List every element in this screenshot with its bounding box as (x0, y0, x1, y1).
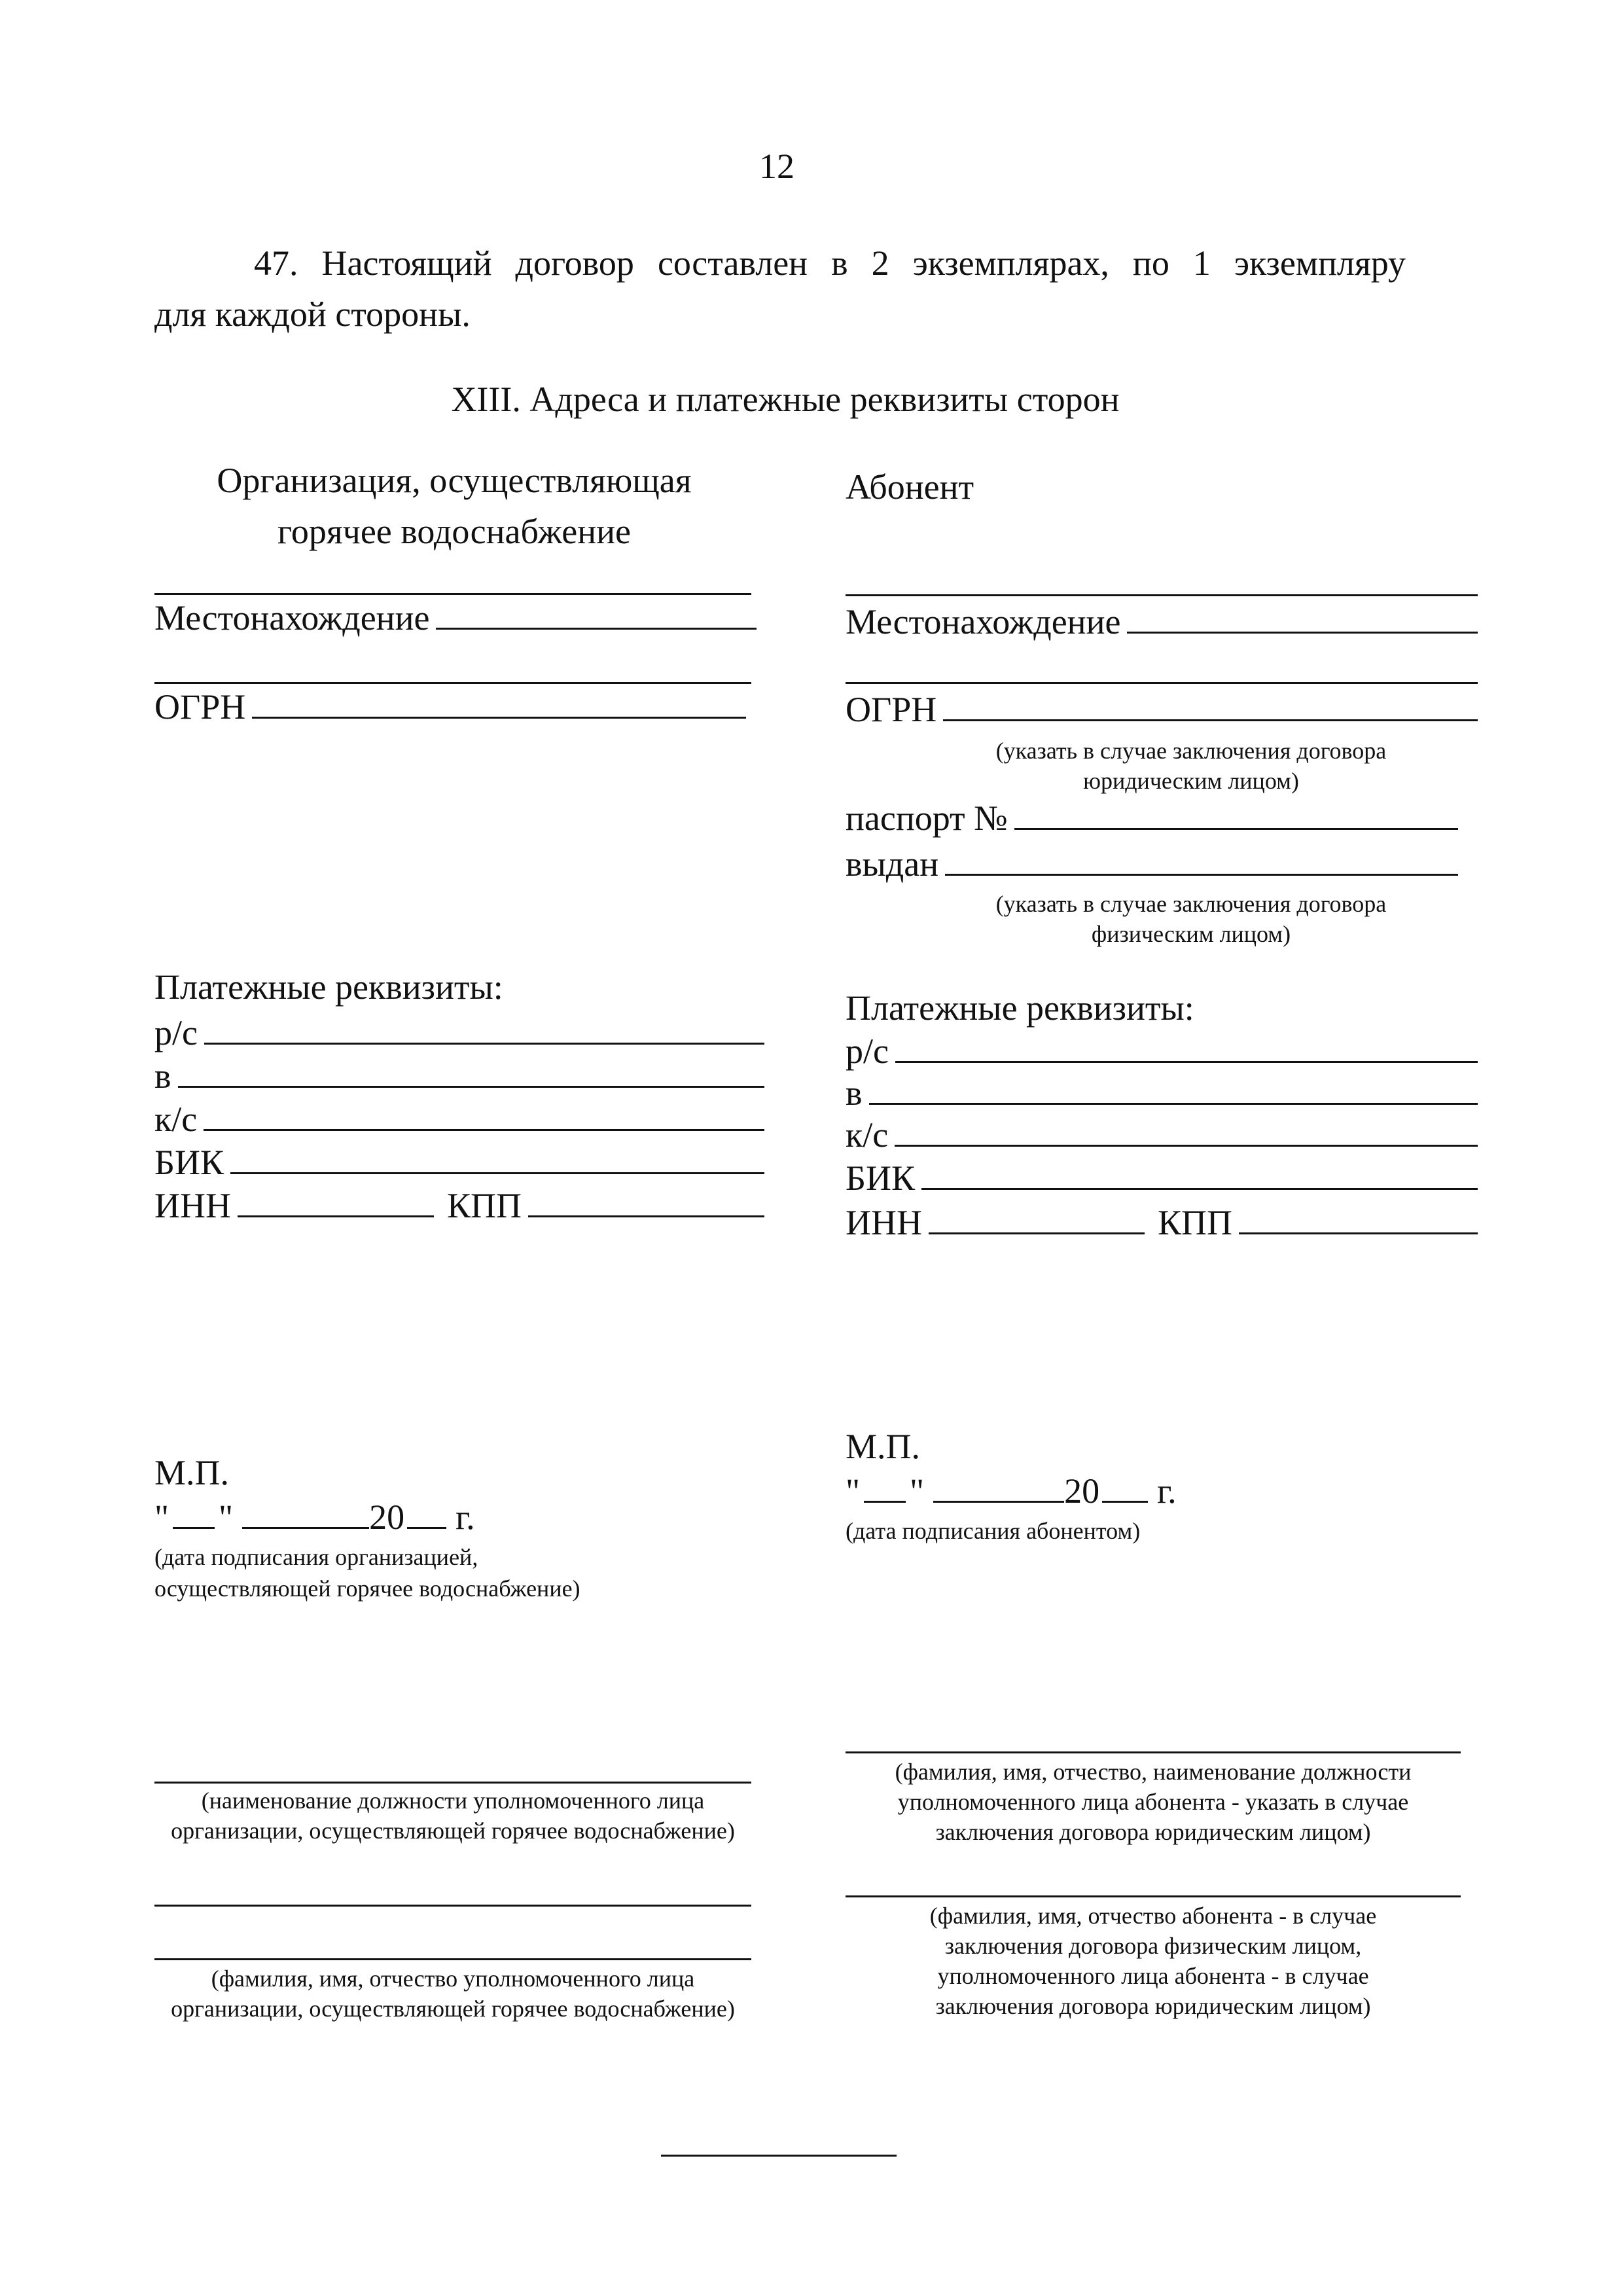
left-rs-label: р/с (154, 1013, 198, 1052)
right-date-year-prefix: 20 (1064, 1471, 1100, 1511)
right-date-day-input[interactable] (864, 1475, 906, 1503)
right-payment-title: Платежные реквизиты: (846, 988, 1194, 1028)
right-kpp-input[interactable] (1239, 1206, 1478, 1234)
left-ogrn-field[interactable] (154, 686, 746, 728)
page-number: 12 (759, 147, 794, 186)
left-date-month-input[interactable] (242, 1501, 369, 1529)
left-date-field[interactable] (154, 1496, 475, 1538)
left-inn-input[interactable] (238, 1189, 434, 1217)
left-date-note-line2: осуществляющей горячее водоснабжение) (154, 1575, 580, 1602)
right-v-label: в (846, 1073, 863, 1113)
left-date-close-quote: " (219, 1498, 234, 1537)
right-date-close-quote: " (910, 1471, 925, 1511)
left-fio-note: (фамилия, имя, отчество уполномоченного лица организации, осуществляющей горячее водоснабжение) (171, 1965, 735, 2022)
left-payment-title: Платежные реквизиты: (154, 967, 503, 1007)
right-bik-field[interactable] (846, 1157, 1478, 1199)
left-v-input[interactable] (178, 1060, 765, 1088)
left-rs-input[interactable] (204, 1016, 764, 1045)
right-inn-input[interactable] (929, 1206, 1145, 1234)
right-ogrn-field[interactable] (846, 689, 1478, 730)
left-date-year-prefix: 20 (369, 1498, 405, 1537)
right-date-note: (дата подписания абонентом) (846, 1518, 1141, 1544)
left-bik-input[interactable] (230, 1146, 764, 1174)
right-date-g: г. (1157, 1471, 1177, 1511)
left-heading (154, 459, 754, 552)
left-date-year-input[interactable] (407, 1501, 446, 1529)
left-stamp-mp: М.П. (154, 1453, 230, 1492)
right-rs-label: р/с (846, 1031, 889, 1071)
bottom-separator (661, 2155, 897, 2157)
right-ks-label: к/с (846, 1115, 889, 1155)
right-date-month-input[interactable] (933, 1475, 1064, 1503)
right-issued-input[interactable] (945, 848, 1458, 876)
clause-47-line2: для каждой стороны. (154, 295, 471, 334)
left-ks-label: к/с (154, 1100, 198, 1139)
right-location-line2[interactable] (846, 682, 1478, 684)
right-rs-input[interactable] (895, 1035, 1478, 1063)
left-location-label: Местонахождение (154, 598, 430, 637)
right-passport-input[interactable] (1014, 802, 1458, 830)
left-ogrn-input[interactable] (252, 691, 746, 719)
right-location-field[interactable] (846, 601, 1478, 643)
right-legal-signer-line[interactable] (846, 1751, 1461, 1753)
right-date-open-quote: " (846, 1471, 861, 1511)
right-name-line[interactable] (846, 594, 1478, 596)
right-signer-line[interactable] (846, 1895, 1461, 1897)
right-v-field[interactable] (846, 1072, 1478, 1114)
right-rs-field[interactable] (846, 1030, 1478, 1072)
left-kpp-input[interactable] (528, 1189, 764, 1217)
right-inn-kpp-field[interactable] (846, 1202, 1478, 1244)
left-heading-line2: горячее водоснабжение (277, 512, 631, 551)
right-passport-label: паспорт № (846, 798, 1008, 838)
right-heading: Абонент (846, 467, 974, 507)
left-v-field[interactable] (154, 1055, 764, 1097)
left-fio-line1[interactable] (154, 1905, 751, 1907)
right-legal-signer-note: (фамилия, имя, отчество, наименование должности уполномоченного лица абонента - указать в случае заключения договора юридическим лицом) (895, 1759, 1412, 1845)
right-v-input[interactable] (869, 1077, 1478, 1105)
left-date-day-input[interactable] (173, 1501, 215, 1529)
section-title: XIII. Адреса и платежные реквизиты сторон (451, 380, 1120, 419)
left-heading-line1: Организация, осуществляющая (217, 461, 692, 500)
left-bik-field[interactable] (154, 1141, 764, 1183)
left-v-label: в (154, 1056, 171, 1096)
clause-47-line1: 47. Настоящий договор составлен в 2 экземплярах, по 1 экземпляру (254, 243, 1406, 283)
right-ks-field[interactable] (846, 1114, 1478, 1156)
left-fio-line2[interactable] (154, 1958, 751, 1960)
left-kpp-label: КПП (447, 1186, 522, 1225)
left-rs-field[interactable] (154, 1012, 764, 1054)
right-ogrn-label: ОГРН (846, 690, 937, 729)
right-ogrn-note: (указать в случае заключения договора юридическим лицом) (995, 738, 1387, 794)
left-ks-field[interactable] (154, 1098, 764, 1140)
left-position-note: (наименование должности уполномоченного лица организации, осуществляющей горячее водоснабжение) (171, 1787, 735, 1844)
right-ogrn-input[interactable] (943, 693, 1478, 721)
left-position-line[interactable] (154, 1782, 751, 1784)
right-inn-label: ИНН (846, 1203, 922, 1242)
left-bik-label: БИК (154, 1143, 224, 1182)
right-issued-field[interactable] (846, 843, 1458, 885)
right-location-input[interactable] (1127, 605, 1478, 634)
right-signer-note: (фамилия, имя, отчество абонента - в случае заключения договора физическим лицом, уполномоченного лица абонента - в случае заключения договора юридическим лицом) (929, 1903, 1377, 2019)
left-inn-kpp-field[interactable] (154, 1185, 764, 1227)
left-name-line[interactable] (154, 593, 751, 595)
left-location-input[interactable] (436, 601, 757, 630)
right-passport-field[interactable] (846, 797, 1458, 839)
right-location-label: Местонахождение (846, 602, 1121, 641)
right-bik-label: БИК (846, 1158, 916, 1198)
right-ks-input[interactable] (895, 1119, 1478, 1147)
left-inn-label: ИНН (154, 1186, 231, 1225)
right-stamp-mp: М.П. (846, 1427, 921, 1466)
right-date-year-input[interactable] (1102, 1475, 1148, 1503)
left-ks-input[interactable] (204, 1103, 764, 1131)
left-location-field[interactable] (154, 597, 757, 639)
right-bik-input[interactable] (921, 1162, 1478, 1190)
left-date-g: г. (455, 1498, 475, 1537)
left-location-line2[interactable] (154, 682, 751, 684)
right-issued-label: выдан (846, 844, 939, 884)
left-date-open-quote: " (154, 1498, 169, 1537)
right-date-field[interactable] (846, 1470, 1177, 1512)
right-kpp-label: КПП (1158, 1203, 1233, 1242)
left-date-note-line1: (дата подписания организацией, (154, 1544, 478, 1570)
right-passport-note: (указать в случае заключения договора физическим лицом) (995, 891, 1387, 947)
left-ogrn-label: ОГРН (154, 687, 246, 726)
